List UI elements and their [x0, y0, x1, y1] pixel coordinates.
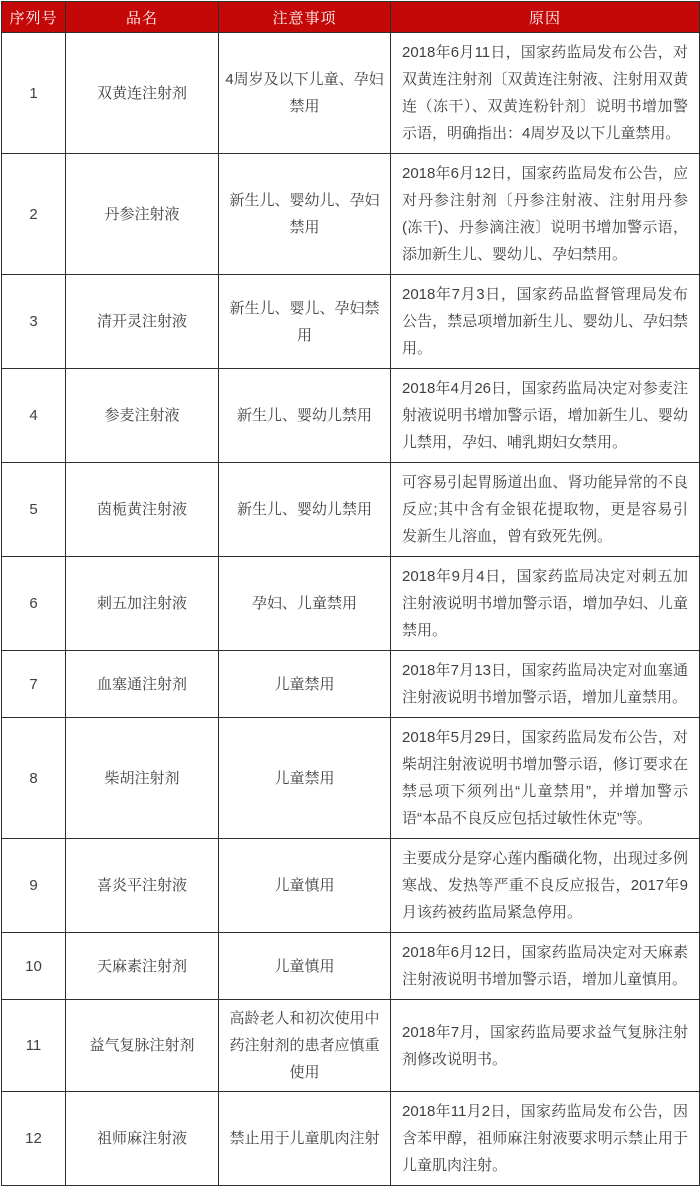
serial-number-cell: 5: [2, 463, 66, 557]
precaution-cell: 孕妇、儿童禁用: [219, 557, 391, 651]
table-header: [2, 2, 700, 33]
table-body: [2, 33, 700, 1186]
reason-cell: 2018年6月12日，国家药监局发布公告，应对丹参注射剂〔丹参注射液、注射用丹参(冻干)、丹参滴注液〕说明书增加警示语，添加新生儿、婴幼儿、孕妇禁用。: [391, 154, 700, 275]
product-name-cell: 祖师麻注射液: [66, 1092, 219, 1186]
product-name-cell: 双黄连注射剂: [66, 33, 219, 154]
serial-number-cell: 2: [2, 154, 66, 275]
table-row: [2, 557, 700, 651]
table-row: [2, 839, 700, 933]
reason-cell: 2018年6月12日，国家药监局决定对天麻素注射液说明书增加警示语，增加儿童慎用。: [391, 933, 700, 1000]
serial-number-cell: 11: [2, 1000, 66, 1092]
table-row: [2, 933, 700, 1000]
reason-cell: 2018年7月3日，国家药品监督管理局发布公告，禁忌项增加新生儿、婴幼儿、孕妇禁用。: [391, 275, 700, 369]
reason-cell: 2018年11月2日，国家药监局发布公告，因含苯甲醇，祖师麻注射液要求明示禁止用于儿童肌肉注射。: [391, 1092, 700, 1186]
drug-injection-warning-table: [1, 1, 700, 1186]
serial-number-cell: 1: [2, 33, 66, 154]
table-row: [2, 1000, 700, 1092]
product-name-cell: 丹参注射液: [66, 154, 219, 275]
table-row: [2, 154, 700, 275]
product-name-cell: 血塞通注射剂: [66, 651, 219, 718]
header-product-name: 品名: [66, 2, 219, 33]
precaution-cell: 儿童慎用: [219, 839, 391, 933]
reason-cell: 可容易引起胃肠道出血、肾功能异常的不良反应;其中含有金银花提取物，更是容易引发新生儿溶血，曾有致死先例。: [391, 463, 700, 557]
serial-number-cell: 4: [2, 369, 66, 463]
product-name-cell: 益气复脉注射剂: [66, 1000, 219, 1092]
precaution-cell: 新生儿、婴幼儿禁用: [219, 369, 391, 463]
table-row: [2, 463, 700, 557]
precaution-cell: 高龄老人和初次使用中药注射剂的患者应慎重使用: [219, 1000, 391, 1092]
header-precautions: 注意事项: [219, 2, 391, 33]
reason-cell: 2018年4月26日，国家药监局决定对参麦注射液说明书增加警示语，增加新生儿、婴幼儿禁用，孕妇、哺乳期妇女禁用。: [391, 369, 700, 463]
product-name-cell: 参麦注射液: [66, 369, 219, 463]
header-reason: 原因: [391, 2, 700, 33]
serial-number-cell: 7: [2, 651, 66, 718]
product-name-cell: 清开灵注射液: [66, 275, 219, 369]
table-row: [2, 33, 700, 154]
header-row: [2, 2, 700, 33]
reason-cell: 2018年9月4日，国家药监局决定对刺五加注射液说明书增加警示语，增加孕妇、儿童禁用。: [391, 557, 700, 651]
table-row: [2, 651, 700, 718]
precaution-cell: 4周岁及以下儿童、孕妇禁用: [219, 33, 391, 154]
serial-number-cell: 9: [2, 839, 66, 933]
precaution-cell: 禁止用于儿童肌肉注射: [219, 1092, 391, 1186]
product-name-cell: 茵栀黄注射液: [66, 463, 219, 557]
serial-number-cell: 3: [2, 275, 66, 369]
serial-number-cell: 12: [2, 1092, 66, 1186]
precaution-cell: 儿童禁用: [219, 718, 391, 839]
precaution-cell: 新生儿、婴幼儿禁用: [219, 463, 391, 557]
reason-cell: 主要成分是穿心莲内酯磺化物，出现过多例寒战、发热等严重不良反应报告，2017年9月该药被药监局紧急停用。: [391, 839, 700, 933]
reason-cell: 2018年7月13日，国家药监局决定对血塞通注射液说明书增加警示语，增加儿童禁用。: [391, 651, 700, 718]
product-name-cell: 刺五加注射液: [66, 557, 219, 651]
serial-number-cell: 10: [2, 933, 66, 1000]
product-name-cell: 喜炎平注射液: [66, 839, 219, 933]
table-row: [2, 718, 700, 839]
precaution-cell: 新生儿、婴儿、孕妇禁用: [219, 275, 391, 369]
precaution-cell: 儿童禁用: [219, 651, 391, 718]
table-row: [2, 1092, 700, 1186]
precaution-cell: 儿童慎用: [219, 933, 391, 1000]
table-row: [2, 369, 700, 463]
reason-cell: 2018年7月，国家药监局要求益气复脉注射剂修改说明书。: [391, 1000, 700, 1092]
precaution-cell: 新生儿、婴幼儿、孕妇禁用: [219, 154, 391, 275]
reason-cell: 2018年5月29日，国家药监局发布公告，对柴胡注射液说明书增加警示语，修订要求在禁忌项下须列出“儿童禁用”，并增加警示语“本品不良反应包括过敏性休克”等。: [391, 718, 700, 839]
reason-cell: 2018年6月11日，国家药监局发布公告，对双黄连注射剂〔双黄连注射液、注射用双黄连（冻干）、双黄连粉针剂〕说明书增加警示语，明确指出：4周岁及以下儿童禁用。: [391, 33, 700, 154]
serial-number-cell: 8: [2, 718, 66, 839]
product-name-cell: 柴胡注射剂: [66, 718, 219, 839]
table-row: [2, 275, 700, 369]
product-name-cell: 天麻素注射剂: [66, 933, 219, 1000]
serial-number-cell: 6: [2, 557, 66, 651]
header-serial-number: 序列号: [2, 2, 66, 33]
